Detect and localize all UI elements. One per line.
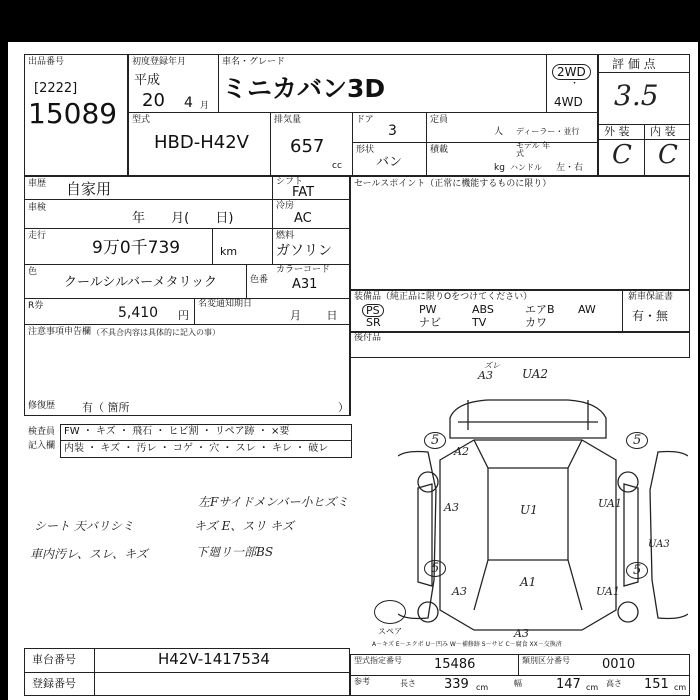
hand-note-3: 左Fサイドメンバー小ヒズミ xyxy=(198,495,349,509)
month-unit: 月 xyxy=(200,101,210,111)
type-spec-label: 型式指定番号 xyxy=(354,656,402,665)
color-code-label: カラーコード xyxy=(276,265,331,275)
width: 147 xyxy=(556,677,581,692)
exterior-label: 外 装 xyxy=(604,125,630,138)
name-change-label: 名変通知期日 xyxy=(198,299,253,309)
model-year-label: モデル 年式 xyxy=(516,141,551,158)
hand-note-1: シート 天バリシミ xyxy=(34,519,134,533)
month-day: 月 日 xyxy=(290,309,338,322)
length-unit: cm xyxy=(476,683,489,692)
equipment-item: AW xyxy=(578,303,596,316)
mark-5-fl: 5 xyxy=(424,432,446,449)
era: 平成 xyxy=(134,73,161,88)
shift: FAT xyxy=(292,185,315,200)
mark-ua3: UA3 xyxy=(648,539,670,550)
repair-label: 修復歴 xyxy=(28,401,56,411)
drive-4wd: 4WD xyxy=(554,95,583,109)
car-history-label: 車歴 xyxy=(28,179,47,189)
repair-value: 有（ 箇所 xyxy=(82,401,130,414)
spare-label: スペア xyxy=(378,627,402,636)
spare-tire-icon xyxy=(374,600,406,624)
cc-unit: cc xyxy=(332,161,342,171)
reg-label: 登録番号 xyxy=(32,677,76,690)
mark-ua1-rr: UA1 xyxy=(596,585,620,598)
auction-sheet: 出品番号 [2222] 15089 初度登録年月 平成 20 4 月 車名・グレード ミニカバン3D 2WD ・ 4WD 型式 HBD-H42V 排気量 657 cc ドア 3 形状 バン 定員 人 ディーラー・並行 積載 モデル 年式 kg ハンドル 左・右 評 価 点 3.5 外 装 内 装 C C 車歴 自家用 車検 年 月( 日) 走行 9万0千739 km 色 クールシルバーメタリック 色番 R券 5,410 円 名変通知期日 月 日 注意事項申告欄 （不具合内容は具体的に記入の事） 修復歴 有（ 箇所 ） シフト FAT 冷房 AC 燃料 ガソリン カラーコード A31 セールスポイント（正常に機能するものに限り） 装備品（純正品に限りOをつけてください） 新車保証書 有・無 PS PW ABS エアB AW SR ナビ TV カワ 後付品 検査員 記入欄 FW ・ キズ ・ 飛石 ・ ヒビ割 ・ リペア跡 ・ ×要 内装 ・ キズ ・ 汚レ ・ コゲ ・ 穴 ・ スレ ・ キレ ・ 破レ 左Fサイドメンバー小ヒズミ キズ E、スリ キズ シート 天バリシミ 車内汚レ、スレ、キズ 下廻リ一部BS スペア A3 ズレ UA2 5 5 A2 UA1 A3 U1 UA3 5 5 A3 A1 UA1 A3 A－キズ E－エクボ U－凹み W－補修跡 S－サビ C－腐食 XX－交換済 車台番号 H42V-1417534 登録番号 型式指定番号 15486 類別区分番号 0010 参考 長さ 339 cm 幅 147 cm 高さ 151 cm xyxy=(8,42,698,700)
reg-month: 4 xyxy=(184,95,193,111)
handle-options: 左・右 xyxy=(556,163,584,173)
equipment-item: エアB xyxy=(525,303,555,316)
damage-legend: A－キズ E－エクボ U－凹み W－補修跡 S－サビ C－腐食 XX－交換済 xyxy=(372,641,562,648)
chassis-number: H42V-1417534 xyxy=(158,650,270,668)
inspector-row-1: FW ・ キズ ・ 飛石 ・ ヒビ割 ・ リペア跡 ・ ×要 xyxy=(64,426,290,437)
equipment-label: 装備品（純正品に限りOをつけてください） xyxy=(354,292,533,302)
model-code: HBD-H42V xyxy=(154,132,249,153)
model-name-label: 車名・グレード xyxy=(222,57,286,67)
color-no-label: 色番 xyxy=(250,275,269,285)
interior-grade: C xyxy=(658,140,678,170)
chassis-label: 車台番号 xyxy=(32,653,76,666)
car-history: 自家用 xyxy=(66,180,112,198)
body-label: 形状 xyxy=(356,145,375,155)
mark-a3-rl: A3 xyxy=(452,585,467,598)
mark-u1: U1 xyxy=(520,503,538,517)
mark-5-fr: 5 xyxy=(626,432,648,449)
height-label: 高さ xyxy=(606,679,622,688)
mileage: 9万0千739 xyxy=(92,238,181,258)
score-label: 評 価 点 xyxy=(612,57,656,71)
color-label: 色 xyxy=(28,267,38,277)
equipment-item: PW xyxy=(419,303,437,316)
equipment-item: SR xyxy=(366,316,381,329)
first-reg-label: 初度登録年月 xyxy=(132,57,187,67)
km-unit: km xyxy=(220,245,238,258)
mileage-label: 走行 xyxy=(28,231,47,241)
length: 339 xyxy=(444,677,469,692)
model-code-label: 型式 xyxy=(132,115,151,125)
hand-note-2: 車内汚レ、スレ、キズ xyxy=(30,547,148,561)
aftermarket-box xyxy=(350,332,690,358)
equipment-grid xyxy=(352,304,620,330)
mark-5-rl: 5 xyxy=(424,560,446,577)
hand-note-4: キズ E、スリ キズ xyxy=(194,519,294,533)
height: 151 xyxy=(644,677,669,692)
ac-label: 冷房 xyxy=(276,201,295,211)
mark-a3-l: A3 xyxy=(444,501,459,514)
caution-sub: （不具合内容は具体的に記入の事） xyxy=(92,328,220,337)
doors: 3 xyxy=(388,123,397,139)
car-name: ミニカバン3D xyxy=(222,74,386,103)
warranty-label: 新車保証書 xyxy=(628,292,674,302)
color-code: A31 xyxy=(292,277,318,292)
body-type: バン xyxy=(376,155,403,170)
person-unit: 人 xyxy=(494,127,504,137)
mark-ua1-r: UA1 xyxy=(598,497,622,510)
caution-label: 注意事項申告欄 xyxy=(28,327,92,337)
load-label: 積載 xyxy=(430,145,449,155)
displacement: 657 xyxy=(290,136,325,157)
mark-a3-top: A3 xyxy=(478,369,493,382)
exterior-grade: C xyxy=(612,140,632,170)
inspection-value: 年 月( 日) xyxy=(132,211,234,226)
sales-point-label: セールスポイント（正常に機能するものに限り） xyxy=(354,179,552,189)
equipment-item: ABS xyxy=(472,303,494,316)
color: クールシルバーメタリック xyxy=(64,275,218,290)
car-diagram xyxy=(398,360,688,650)
mark-a3-bottom: A3 xyxy=(514,627,529,640)
inspector-label-2: 記入欄 xyxy=(28,441,56,451)
recycle: 5,410 xyxy=(118,305,159,321)
kg-unit: kg xyxy=(494,163,505,173)
mark-a2: A2 xyxy=(454,445,469,458)
doors-label: ドア xyxy=(356,115,374,125)
class-number: 0010 xyxy=(602,657,636,672)
inspector-row-2: 内装 ・ キズ ・ 汚レ ・ コゲ ・ 穴 ・ スレ ・ キレ ・ 破レ xyxy=(64,443,329,454)
capacity-label: 定員 xyxy=(430,115,449,125)
mark-a1: A1 xyxy=(520,575,537,589)
handle-label: ハンドル xyxy=(510,163,542,172)
warranty-options: 有・無 xyxy=(632,309,669,323)
equipment-item: PS xyxy=(362,304,384,317)
height-unit: cm xyxy=(674,683,687,692)
dealer-label: ディーラー・並行 xyxy=(516,127,580,136)
equipment-item: ナビ xyxy=(419,316,441,329)
equipment-item: カワ xyxy=(525,316,547,329)
width-label: 幅 xyxy=(514,679,522,688)
reg-year: 20 xyxy=(142,90,165,111)
inspection-label: 車検 xyxy=(28,203,47,213)
equipment-item: TV xyxy=(472,316,487,329)
ac: AC xyxy=(294,211,312,226)
shift-label: シフト xyxy=(276,177,304,187)
type-spec: 15486 xyxy=(434,657,476,672)
score: 3.5 xyxy=(614,79,659,112)
aftermarket-label: 後付品 xyxy=(354,333,382,343)
sales-point-box xyxy=(350,176,690,290)
mark-ua2: UA2 xyxy=(522,367,549,381)
drive-2wd: 2WD xyxy=(552,64,591,80)
fuel: ガソリン xyxy=(276,243,332,259)
width-unit: cm xyxy=(586,683,599,692)
yen-unit: 円 xyxy=(178,309,189,322)
recycle-label: R券 xyxy=(28,301,44,311)
hand-note-5: 下廻リ一部BS xyxy=(196,545,274,559)
interior-label: 内 装 xyxy=(650,125,676,138)
repair-close: ） xyxy=(338,401,349,414)
lot-number: 15089 xyxy=(28,97,118,130)
length-label: 長さ xyxy=(400,679,416,688)
mark-zure: ズレ xyxy=(484,361,500,370)
ref-label: 参考 xyxy=(354,677,370,686)
lot-code: [2222] xyxy=(34,81,78,96)
class-label: 類別区分番号 xyxy=(522,656,570,665)
fuel-label: 燃料 xyxy=(276,231,295,241)
displacement-label: 排気量 xyxy=(274,115,302,125)
inspector-label-1: 検査員 xyxy=(28,427,56,437)
mark-5-rr: 5 xyxy=(626,562,648,579)
listing-label: 出品番号 xyxy=(28,57,65,67)
